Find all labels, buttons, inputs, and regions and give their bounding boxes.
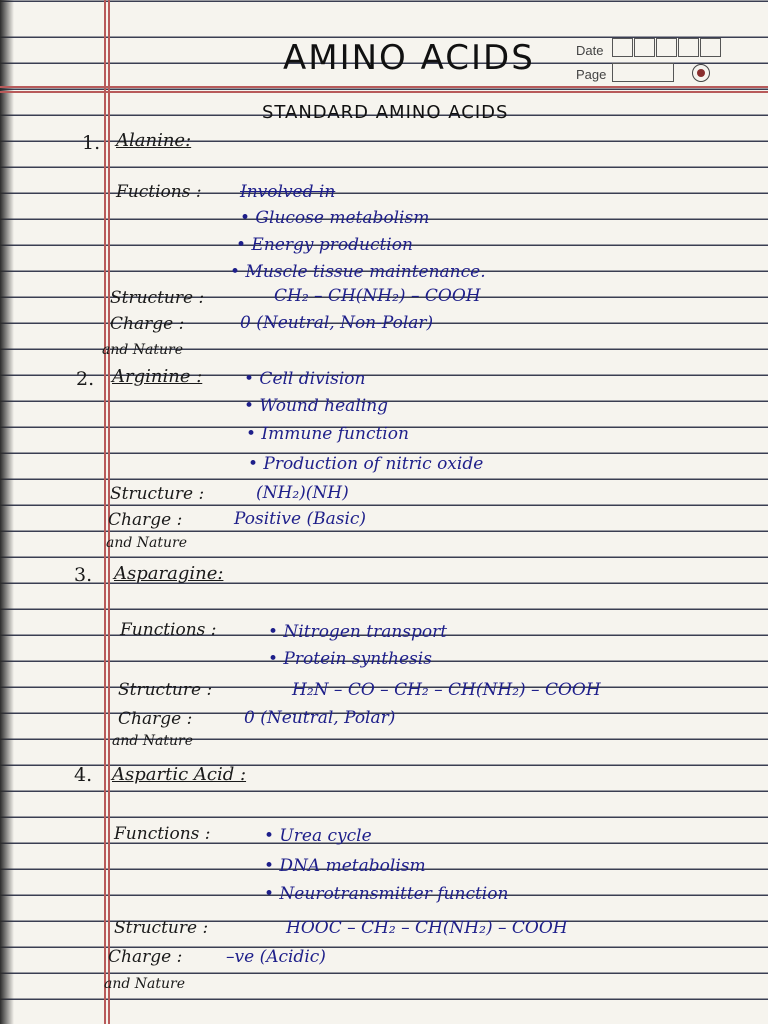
structure-label: Structure : (110, 484, 205, 504)
charge-label: Charge : (108, 947, 183, 967)
entry-name: Alanine: (116, 130, 192, 151)
charge-label: Charge : (108, 510, 183, 530)
structure-label: Structure : (118, 680, 213, 700)
nature-label: and Nature (104, 976, 185, 992)
functions-intro: Involved in (240, 182, 336, 202)
date-box (678, 38, 699, 57)
charge-label: Charge : (110, 314, 185, 334)
function-item: • Production of nitric oxide (248, 454, 484, 474)
structure-formula: (NH₂)(NH) (256, 483, 349, 503)
charge-label: Charge : (118, 709, 193, 729)
function-item: • Glucose metabolism (240, 208, 430, 228)
date-box (634, 38, 655, 57)
functions-label: Fuctions : (116, 182, 202, 202)
function-item: • Nitrogen transport (268, 622, 448, 642)
binding-shadow (0, 0, 14, 1024)
entry-number: 2. (76, 368, 95, 390)
date-box (700, 38, 721, 57)
nature-label: and Nature (106, 535, 187, 551)
brand-seal-icon (692, 64, 710, 82)
functions-label: Functions : (120, 620, 217, 640)
nature-label: and Nature (112, 733, 193, 749)
structure-formula: CH₂ – CH(NH₂) – COOH (274, 286, 481, 306)
function-item: • Urea cycle (264, 826, 372, 846)
section-subtitle: STANDARD AMINO ACIDS (262, 102, 509, 123)
header-rule-bottom (0, 91, 768, 93)
page-label: Page (576, 67, 607, 82)
function-item: • Cell division (244, 369, 366, 389)
date-box (656, 38, 677, 57)
function-item: • Immune function (246, 424, 409, 444)
function-item: • Energy production (236, 235, 413, 255)
header-rule-top (0, 86, 768, 88)
page-number-box (612, 63, 674, 82)
date-label: Date (576, 43, 604, 58)
function-item: • DNA metabolism (264, 856, 426, 876)
function-item: • Protein synthesis (268, 649, 432, 669)
charge-value: Positive (Basic) (234, 509, 367, 529)
entry-number: 1. (82, 132, 101, 154)
function-item: • Muscle tissue maintenance. (230, 262, 486, 282)
nature-label: and Nature (102, 342, 183, 358)
structure-formula: H₂N – CO – CH₂ – CH(NH₂) – COOH (292, 680, 601, 700)
entry-name: Aspartic Acid : (112, 764, 247, 785)
entry-number: 4. (74, 764, 93, 786)
date-box (612, 38, 633, 57)
structure-label: Structure : (114, 918, 209, 938)
entry-name: Asparagine: (114, 563, 224, 584)
charge-value: 0 (Neutral, Non-Polar) (240, 313, 434, 333)
function-item: • Wound healing (244, 396, 389, 416)
entry-name: Arginine : (112, 366, 203, 387)
structure-label: Structure : (110, 288, 205, 308)
charge-value: –ve (Acidic) (226, 947, 326, 967)
page-title: AMINO ACIDS (283, 38, 535, 78)
margin-line-left (104, 0, 106, 1024)
entry-number: 3. (74, 564, 93, 586)
structure-formula: HOOC – CH₂ – CH(NH₂) – COOH (286, 918, 568, 938)
function-item: • Neurotransmitter function (264, 884, 509, 904)
functions-label: Functions : (114, 824, 211, 844)
charge-value: 0 (Neutral, Polar) (244, 708, 396, 728)
